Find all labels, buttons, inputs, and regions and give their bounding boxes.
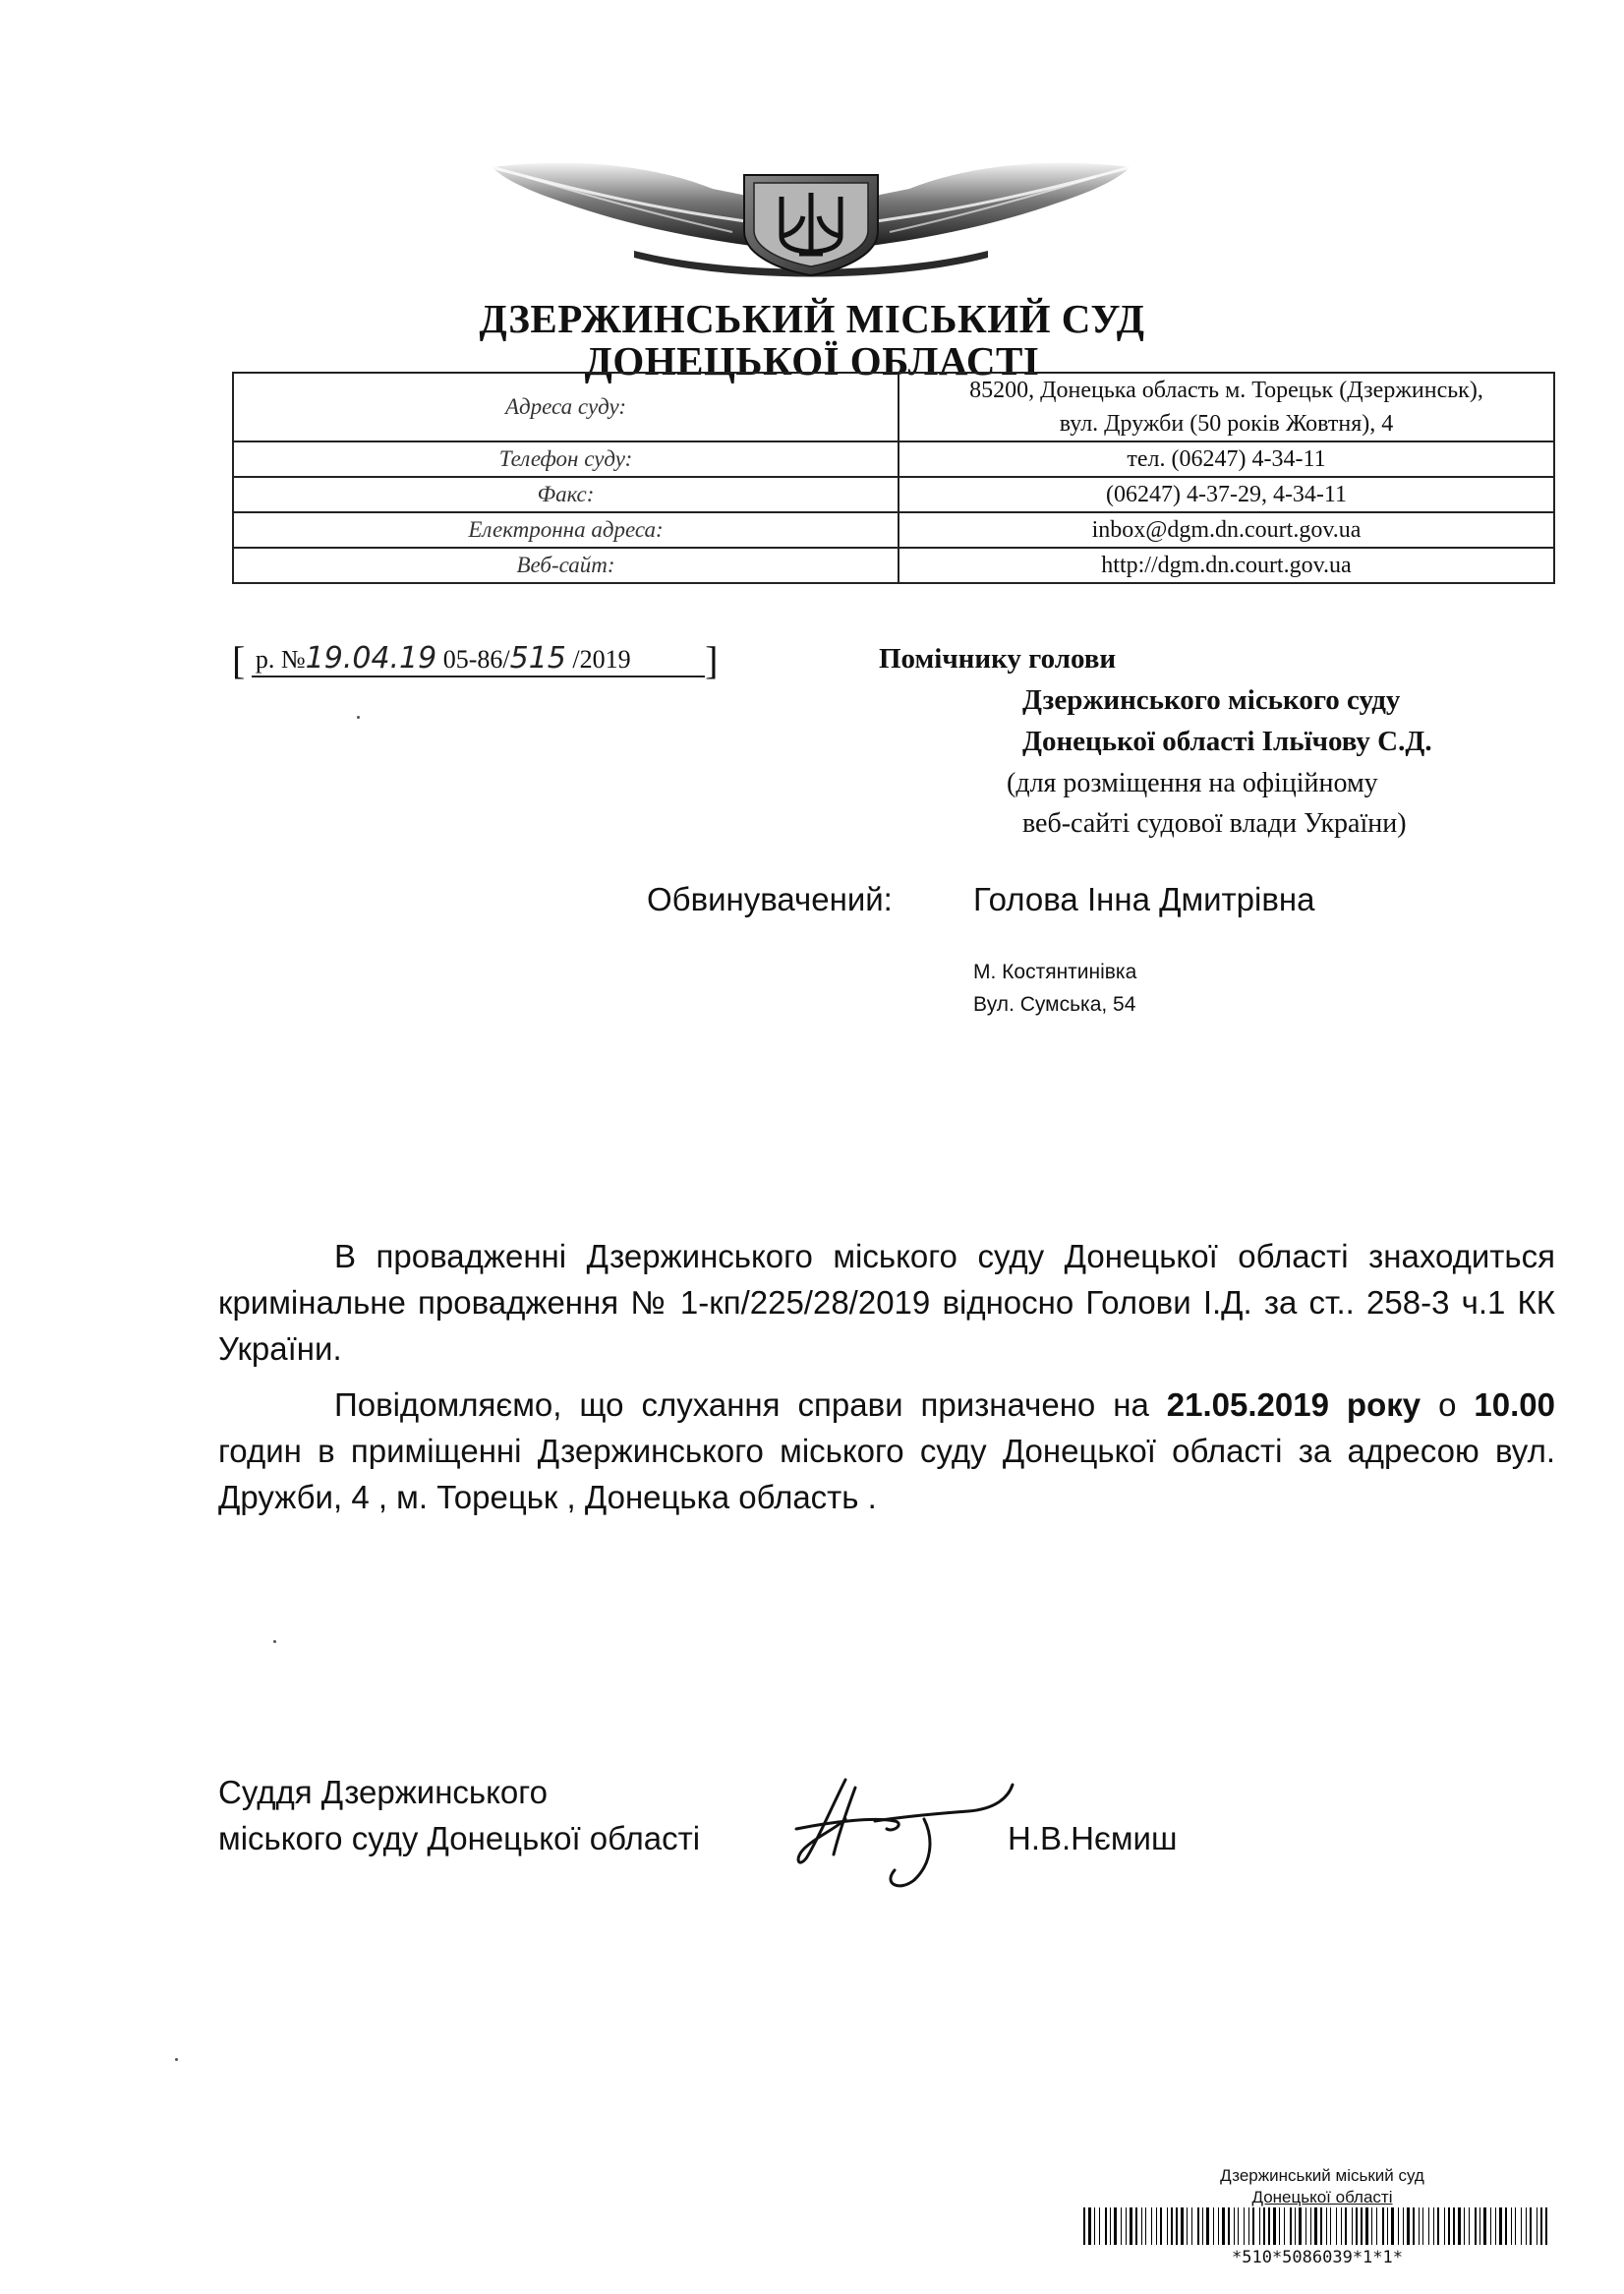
accused-city: М. Костянтинівка	[973, 961, 1137, 983]
website-value: http://dgm.dn.court.gov.ua	[899, 548, 1554, 583]
barcode-bar	[1515, 2207, 1516, 2245]
barcode-bar	[1181, 2207, 1184, 2245]
address-label: Адреса суду:	[233, 373, 899, 441]
accused-name: Голова Інна Дмитрівна	[973, 881, 1315, 917]
fax-value: (06247) 4-37-29, 4-34-11	[899, 477, 1554, 512]
judge-title-line1: Суддя Дзержинського	[218, 1774, 548, 1810]
court-name-line2: ДОНЕЦЬКОЇ ОБЛАСТІ	[584, 338, 1040, 383]
hearing-time: 10.00	[1474, 1386, 1556, 1423]
phone-value: тел. (06247) 4-34-11	[899, 441, 1554, 477]
barcode-bar	[1336, 2207, 1337, 2245]
body-paragraph-2	[218, 1382, 1555, 1520]
barcode-bar	[1126, 2207, 1127, 2245]
barcode-bar	[1244, 2207, 1245, 2245]
scan-speck	[175, 2058, 178, 2061]
barcode-bar	[1341, 2207, 1342, 2245]
barcode-bar	[1130, 2207, 1132, 2245]
barcode-bar	[1295, 2207, 1296, 2245]
registration-prefix: р.	[255, 645, 275, 674]
table-row	[233, 512, 1554, 548]
barcode-bar	[1330, 2207, 1331, 2245]
registration-open-bracket: [	[232, 638, 246, 682]
judge-title-line2: міського суду Донецької області	[218, 1820, 701, 1856]
body-p2-text-a: Повідомляємо, що слухання справи призначено на	[334, 1386, 1167, 1423]
barcode-bar	[1320, 2207, 1322, 2245]
barcode-bar	[1444, 2207, 1445, 2245]
barcode-bar	[1314, 2207, 1317, 2245]
barcode-bar	[1305, 2207, 1306, 2245]
stamp-court-line1: Дзержинський міський суд	[1220, 2166, 1424, 2185]
barcode-bar	[1490, 2207, 1491, 2245]
barcode-bar	[1218, 2207, 1219, 2245]
handwritten-signature	[777, 1760, 1042, 1898]
registration-close-bracket: ]	[705, 638, 719, 682]
barcode-bar	[1151, 2207, 1152, 2245]
barcode-bar	[1176, 2207, 1178, 2245]
barcode-bar	[1483, 2207, 1486, 2245]
barcode-bar	[1479, 2207, 1480, 2245]
barcode-bar	[1540, 2207, 1542, 2245]
barcode-bar	[1299, 2207, 1302, 2245]
barcode-bar	[1273, 2207, 1276, 2245]
barcode-bar	[1279, 2207, 1280, 2245]
barcode-bar	[1105, 2207, 1107, 2245]
barcode-bar	[1371, 2207, 1372, 2245]
barcode-bar	[1464, 2207, 1465, 2245]
barcode-bar	[1453, 2207, 1455, 2245]
barcode-bar	[1187, 2207, 1188, 2245]
table-row	[233, 477, 1554, 512]
table-row	[233, 441, 1554, 477]
barcode-bar	[1448, 2207, 1450, 2245]
barcode-bar	[1437, 2207, 1439, 2245]
barcode-bar	[1145, 2207, 1146, 2245]
table-row	[233, 373, 1554, 441]
barcode-bar	[1284, 2207, 1285, 2245]
address-value-line1: 85200, Донецька область м. Торецьк (Дзержинськ),	[969, 378, 1483, 403]
scan-speck	[273, 1640, 276, 1643]
registration-field	[252, 641, 705, 677]
barcode-bar	[1326, 2207, 1327, 2245]
court-contacts-table	[232, 372, 1555, 584]
judge-name: Н.В.Нємиш	[1008, 1820, 1178, 1856]
barcode-bar	[1099, 2207, 1100, 2245]
table-row	[233, 548, 1554, 583]
barcode-bar	[1213, 2207, 1214, 2245]
barcode-bar	[1088, 2207, 1091, 2245]
registration-handwritten-date: 19.04.19	[305, 641, 437, 676]
barcode-bar	[1511, 2207, 1512, 2245]
barcode-bar	[1206, 2207, 1209, 2245]
registration-number	[232, 637, 718, 683]
barcode-bar	[1222, 2207, 1225, 2245]
barcode-bar	[1121, 2207, 1122, 2245]
barcode-bar	[1141, 2207, 1142, 2245]
barcode-bar	[1526, 2207, 1527, 2245]
accused-street: Вул. Сумська, 54	[973, 993, 1136, 1016]
fax-label: Факс:	[233, 477, 899, 512]
barcode-bar	[1228, 2207, 1230, 2245]
registration-no-sign: №	[280, 645, 306, 674]
letter-body	[218, 1233, 1555, 1520]
body-p2-text-c: годин в приміщенні Дзержинського міського суду Донецької області за адресою вул. Дружби, 4 , м. Торецьк , Донецька область .	[218, 1433, 1555, 1515]
barcode-bar	[1413, 2207, 1415, 2245]
barcode-bar	[1310, 2207, 1311, 2245]
barcode-bar	[1156, 2207, 1157, 2245]
barcode-bar	[1259, 2207, 1260, 2245]
registration-handwritten-number: 515	[509, 641, 566, 676]
court-name-line1: ДЗЕРЖИНСЬКИЙ МІСЬКИЙ СУД	[479, 296, 1145, 341]
barcode-bar	[1290, 2207, 1292, 2245]
email-label: Електронна адреса:	[233, 512, 899, 548]
barcode-bar	[1419, 2207, 1420, 2245]
barcode-text: *510*5086039*1*1*	[1232, 2248, 1403, 2267]
barcode-bar	[1433, 2207, 1434, 2245]
addressee-line1: Помічнику голови	[879, 643, 1117, 675]
barcode-bar	[1545, 2207, 1547, 2245]
ukraine-emblem-icon	[487, 138, 1135, 285]
barcode-bar	[1248, 2207, 1249, 2245]
barcode-bar	[1167, 2207, 1168, 2245]
barcode-bar	[1361, 2207, 1363, 2245]
barcode-bar	[1197, 2207, 1199, 2245]
barcode-bar	[1365, 2207, 1368, 2245]
stamp-court-line2: Донецької області	[1251, 2188, 1393, 2206]
barcode-bar	[1135, 2207, 1137, 2245]
address-value-line2: вул. Дружби (50 років Жовтня), 4	[1059, 411, 1394, 437]
barcode-bar	[1160, 2207, 1162, 2245]
barcode-bar	[1469, 2207, 1470, 2245]
website-label: Веб-сайт:	[233, 548, 899, 583]
scan-speck	[357, 716, 360, 719]
barcode-bar	[1398, 2207, 1399, 2245]
body-p2-text-b: о	[1421, 1386, 1475, 1423]
barcode-bar	[1202, 2207, 1203, 2245]
barcode-bar	[1352, 2207, 1353, 2245]
barcode-icon	[1081, 2207, 1553, 2245]
accused-label: Обвинувачений:	[647, 881, 893, 917]
email-value: inbox@dgm.dn.court.gov.ua	[899, 512, 1554, 548]
barcode-bar	[1403, 2207, 1404, 2245]
barcode-bar	[1387, 2207, 1388, 2245]
barcode-bar	[1268, 2207, 1270, 2245]
barcode-bar	[1521, 2207, 1522, 2245]
barcode-bar	[1110, 2207, 1111, 2245]
barcode-bar	[1263, 2207, 1265, 2245]
barcode-bar	[1083, 2207, 1085, 2245]
barcode-bar	[1505, 2207, 1507, 2245]
addressee-line2: Дзержинського міського суду	[1022, 684, 1401, 716]
barcode-bar	[1495, 2207, 1496, 2245]
registration-code: 05-86/	[442, 645, 510, 674]
barcode-bar	[1407, 2207, 1410, 2245]
barcode-bar	[1238, 2207, 1239, 2245]
addressee-line3: Донецької області Ільїчову С.Д.	[1022, 726, 1432, 757]
barcode-bar	[1345, 2207, 1347, 2245]
phone-label: Телефон суду:	[233, 441, 899, 477]
barcode-bar	[1458, 2207, 1461, 2245]
barcode-bar	[1499, 2207, 1502, 2245]
barcode-bar	[1530, 2207, 1532, 2245]
registration-year: /2019	[572, 645, 631, 674]
barcode-bar	[1428, 2207, 1429, 2245]
barcode-bar	[1094, 2207, 1095, 2245]
address-value	[899, 373, 1554, 441]
addressee-note-line2: веб-сайті судової влади України)	[1022, 808, 1407, 839]
barcode-bar	[1422, 2207, 1423, 2245]
barcode-bar	[1114, 2207, 1117, 2245]
addressee-note-line1: (для розміщення на офіційному	[1007, 768, 1378, 798]
barcode-bar	[1191, 2207, 1192, 2245]
barcode-bar	[1171, 2207, 1173, 2245]
barcode-bar	[1382, 2207, 1384, 2245]
barcode-bar	[1475, 2207, 1477, 2245]
hearing-date: 21.05.2019 року	[1166, 1386, 1421, 1423]
barcode-bar	[1234, 2207, 1235, 2245]
body-paragraph-1: В провадженні Дзержинського міського суду Донецької області знаходиться кримінальне провадження № 1-кп/225/28/2019 відносно Голови І.Д. за ст.. 258-3 ч.1 КК України.	[218, 1238, 1555, 1367]
barcode-bar	[1356, 2207, 1358, 2245]
barcode-bar	[1252, 2207, 1254, 2245]
barcode-bar	[1391, 2207, 1394, 2245]
barcode-bar	[1376, 2207, 1377, 2245]
